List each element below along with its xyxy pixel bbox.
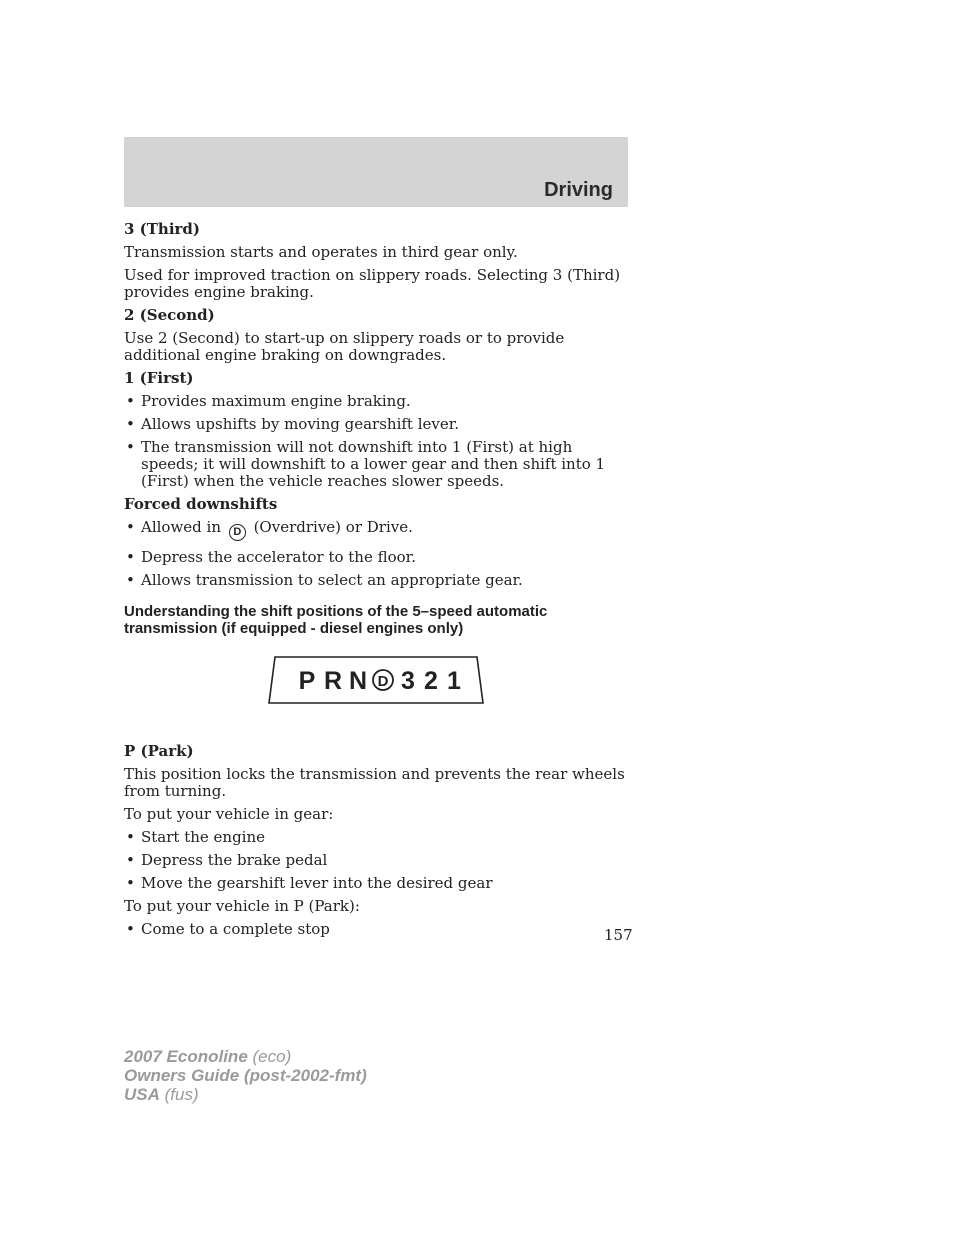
heading-forced-downshifts: Forced downshifts	[124, 495, 278, 513]
gear-position-d: D	[377, 673, 389, 690]
footer-line	[124, 1085, 367, 1104]
paragraph: To put your vehicle in P (Park):	[124, 897, 360, 915]
footer-region: USA	[124, 1085, 160, 1104]
heading-first: 1 (First)	[124, 369, 194, 387]
gear-position-2: 2	[424, 667, 438, 695]
paragraph: This position locks the transmission and prevents the rear wheels from turning.	[124, 765, 625, 800]
heading-park: P (Park)	[124, 742, 194, 760]
gear-position-1: 1	[447, 667, 461, 695]
list-item: • Depress the brake pedal	[124, 852, 628, 869]
bullet-list-first	[124, 393, 628, 490]
heading-second: 2 (Second)	[124, 306, 215, 324]
overdrive-d-icon: D	[229, 524, 246, 541]
page-number: 157	[604, 926, 633, 944]
bullet-list-forced	[124, 519, 628, 589]
list-item: • Allows transmission to select an appropriate gear.	[124, 572, 628, 589]
gear-indicator-graphic	[267, 655, 485, 705]
list-item: • Provides maximum engine braking.	[124, 393, 628, 410]
gear-indicator	[124, 655, 628, 725]
footer-region-code: (fus)	[164, 1085, 199, 1104]
list-item: • Move the gearshift lever into the desired gear	[124, 875, 628, 892]
heading-third: 3 (Third)	[124, 220, 201, 238]
paragraph: Transmission starts and operates in third gear only.	[124, 243, 518, 261]
list-item-text: (Overdrive) or Drive.	[253, 518, 413, 536]
paragraph: To put your vehicle in gear:	[124, 805, 334, 823]
gear-position-3: 3	[401, 667, 415, 695]
document-footer	[124, 1047, 367, 1104]
footer-model: 2007 Econoline	[124, 1047, 248, 1066]
paragraph: Used for improved traction on slippery roads. Selecting 3 (Third) provides engine braking.	[124, 266, 621, 301]
footer-code: (eco)	[252, 1047, 292, 1066]
list-item: • Allows upshifts by moving gearshift lever.	[124, 416, 628, 433]
gear-position-r: R	[323, 667, 343, 695]
footer-line	[124, 1066, 367, 1085]
bullet-list-park	[124, 829, 628, 892]
gear-position-p: P	[298, 667, 316, 695]
footer-line	[124, 1047, 367, 1066]
list-item-text: Allowed in	[141, 518, 222, 536]
list-item	[124, 519, 628, 541]
page-content	[124, 219, 628, 944]
section-header-band	[124, 137, 628, 207]
list-item: • Come to a complete stop	[124, 921, 628, 938]
list-item: • Start the engine	[124, 829, 628, 846]
footer-guide: Owners Guide (post-2002-fmt)	[124, 1066, 367, 1085]
section-heading: Understanding the shift positions of the 5–speed automatic transmission (if equipped - diesel engines only)	[124, 603, 548, 637]
list-item: • Depress the accelerator to the floor.	[124, 549, 628, 566]
gear-position-n: N	[348, 667, 368, 695]
section-title: Driving	[544, 179, 613, 201]
list-item: • The transmission will not downshift into 1 (First) at high speeds; it will downshift to a lower gear and then shift into 1 (First) when the vehicle reaches slower speeds.	[124, 439, 628, 490]
paragraph: Use 2 (Second) to start-up on slippery roads or to provide additional engine braking on downgrades.	[124, 329, 565, 364]
bullet-list-park-stop	[124, 921, 628, 938]
